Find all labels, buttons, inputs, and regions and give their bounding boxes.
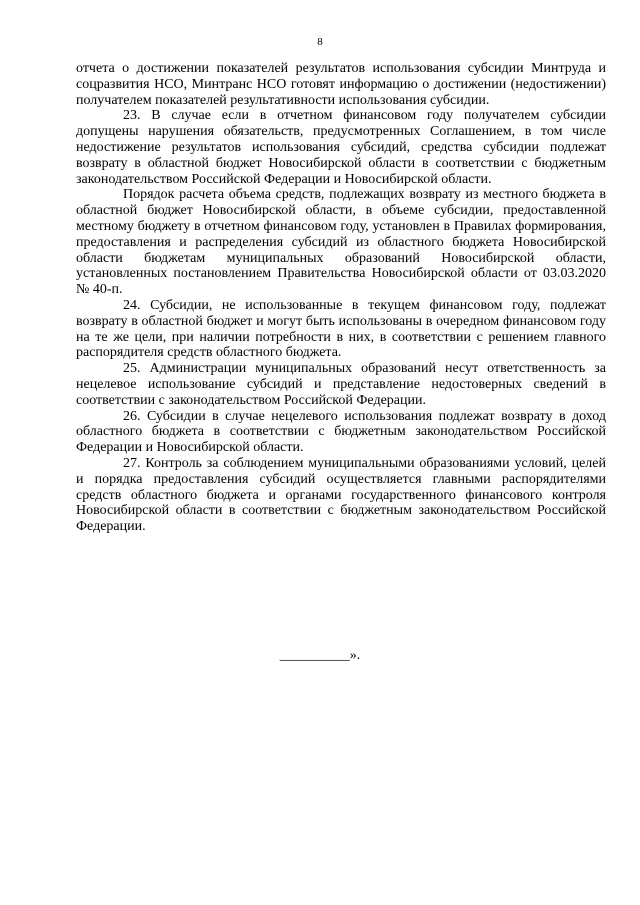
closing-line: __________». xyxy=(279,648,361,663)
page-number: 8 xyxy=(317,36,323,48)
paragraph-refund-procedure: Порядок расчета объема средств, подлежащих возврату из местного бюджета в областной бюджет Новосибирской области, в объеме субсидии, предоставленной местному бюджету в отчетном финансовом году, установлен в Правилах формирования, предоставления и распределения субсидий из областного бюджета Новосибирской области бюджетам муниципальных образований Новосибирской области, установленных постановлением Правительства Новосибирской области от 03.03.2020 № 40-п. xyxy=(76,187,606,298)
paragraph-continuation: отчета о достижении показателей результатов использования субсидии Минтруда и соцразвития НСО, Минтранс НСО готовят информацию о достижении (недостижении) получателем показателей результативности использования субсидии. xyxy=(76,61,606,108)
paragraph-24: 24. Субсидии, не использованные в текущем финансовом году, подлежат возврату в областной бюджет и могут быть использованы в очередном финансовом году на те же цели, при наличии потребности в них, в соответствии с решением главного распорядителя средств областного бюджета. xyxy=(76,297,606,361)
paragraph-27: 27. Контроль за соблюдением муниципальными образованиями условий, целей и порядка предоставления субсидий осуществляется главными распорядителями средств областного бюджета и органами государственного финансового контроля Новосибирской области в соответствии с бюджетным законодательством Российской Федерации. xyxy=(76,455,606,535)
paragraph-23: 23. В случае если в отчетном финансовом году получателем субсидии допущены нарушения обязательств, предусмотренных Соглашением, в том числе недостижение результатов использования субсидий, средства субсидии подлежат возврату в областной бюджет Новосибирской области в соответствии с бюджетным законодательством Российской Федерации и Новосибирской области. xyxy=(76,108,606,187)
document-body xyxy=(76,61,606,535)
paragraph-26: 26. Субсидии в случае нецелевого использования подлежат возврату в доход областного бюджета в соответствии с бюджетным законодательством Российской Федерации и Новосибирской области. xyxy=(76,408,606,456)
paragraph-25: 25. Администрации муниципальных образований несут ответственность за нецелевое использование субсидий и представление недостоверных сведений в соответствии с законодательством Российской Федерации. xyxy=(76,361,606,408)
